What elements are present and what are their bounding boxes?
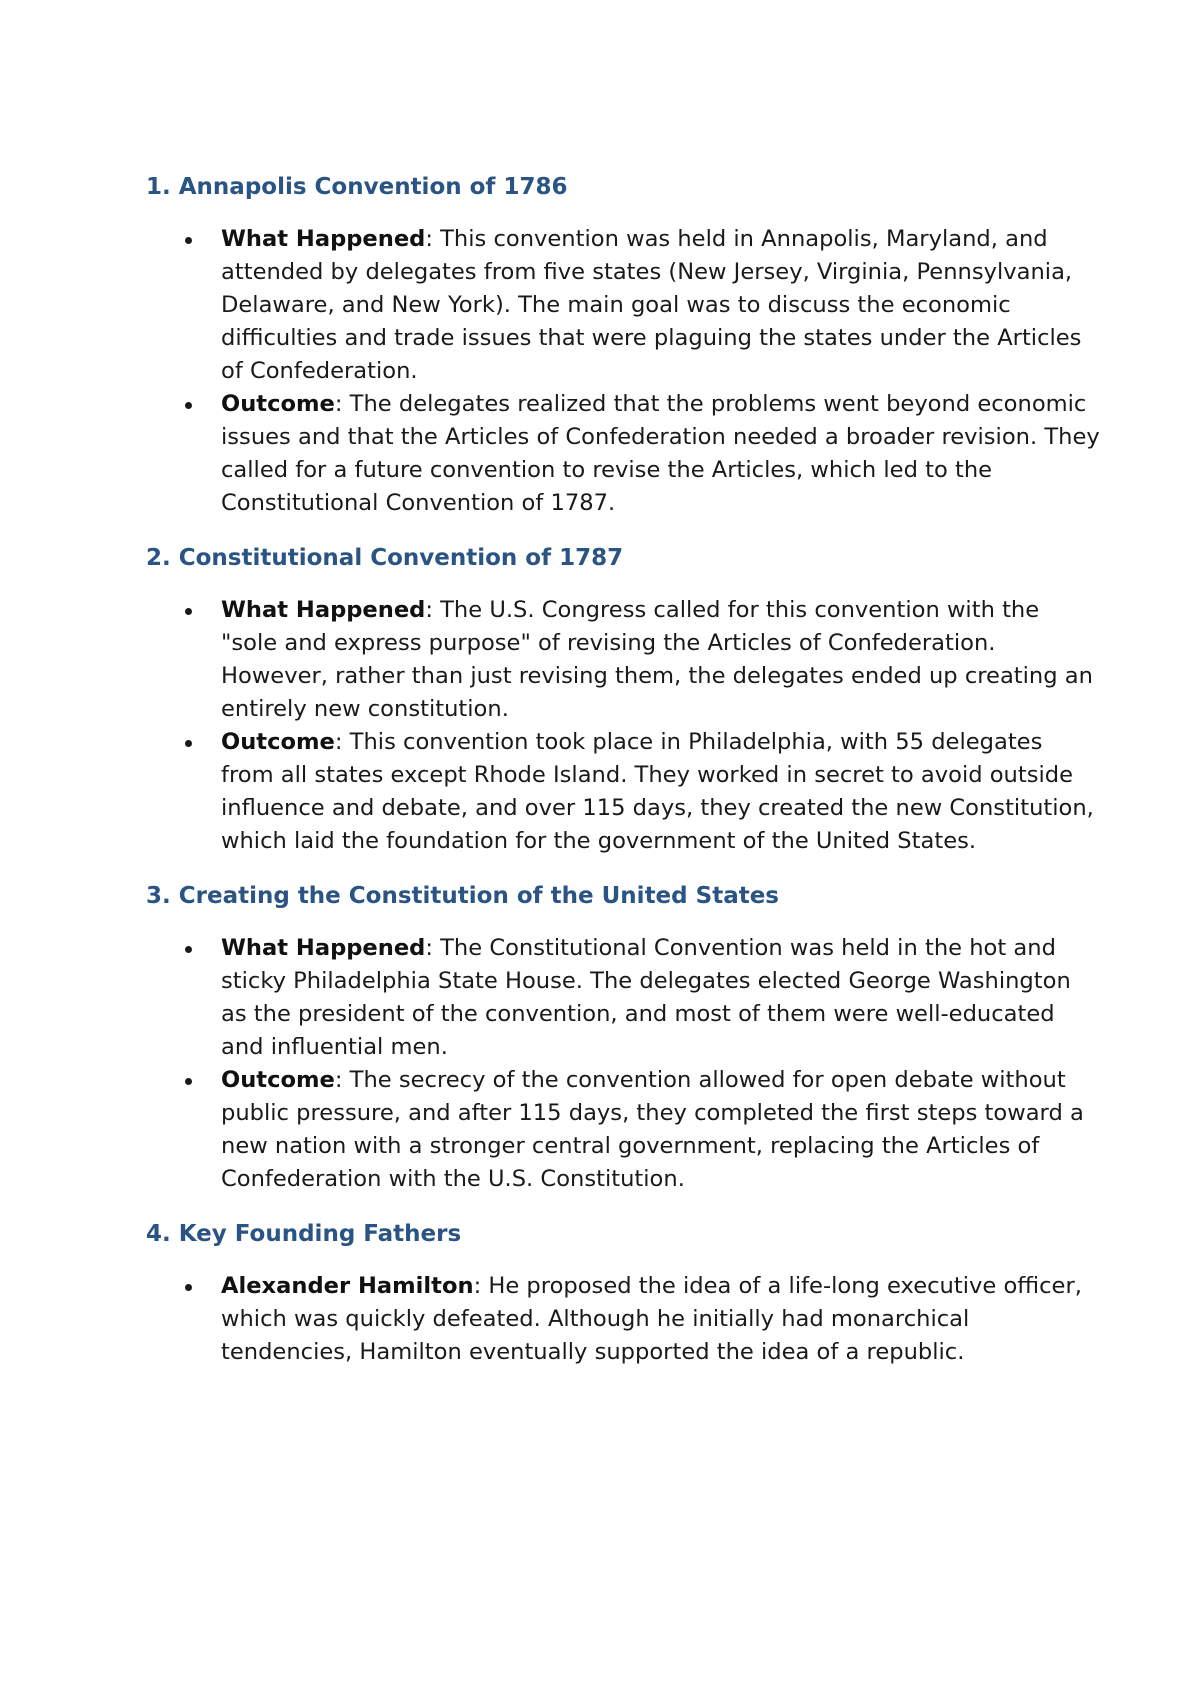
list-item (146, 1270, 1100, 1369)
list-item (146, 388, 1100, 520)
bullet-text: : This convention was held in Annapolis, Maryland, and attended by delegates from five states (New Jersey, Virginia, Pennsylvania, Delaware, and New York). The main goal was to discuss the economic difficulties and trade issues that were plaguing the states under the Articles of Confederation. (221, 226, 1082, 384)
bullet-icon (185, 1284, 192, 1291)
list-item (146, 594, 1100, 726)
list-item (146, 223, 1100, 388)
bullet-text: : The secrecy of the convention allowed for open debate without public pressure, and after 115 days, they completed the first steps toward a new nation with a stronger central government, replacing the Articles of Confederation with the U.S. Constitution. (221, 1067, 1084, 1192)
section-creating-constitution (146, 880, 1100, 1196)
list-item (146, 932, 1100, 1064)
bullet-text: : He proposed the idea of a life-long executive officer, which was quickly defeated. Although he initially had monarchical tendencies, Hamilton eventually supported the idea of a republic. (221, 1273, 1082, 1365)
bullet-term: What Happened (221, 935, 426, 961)
bullet-text: : The Constitutional Convention was held in the hot and sticky Philadelphia State House. The delegates elected George Washington as the president of the convention, and most of them were well-educated and influential men. (221, 935, 1071, 1060)
section-founding-fathers (146, 1218, 1100, 1369)
bullet-list (146, 594, 1100, 858)
list-item (146, 1064, 1100, 1196)
bullet-icon (185, 237, 192, 244)
bullet-term: Outcome (221, 1067, 335, 1093)
list-item (146, 726, 1100, 858)
section-heading: 4. Key Founding Fathers (146, 1221, 462, 1247)
bullet-text: : The delegates realized that the problems went beyond economic issues and that the Articles of Confederation needed a broader revision. They called for a future convention to revise the Articles, which led to the Constitutional Convention of 1787. (221, 391, 1100, 516)
bullet-list (146, 932, 1100, 1196)
bullet-term: What Happened (221, 226, 426, 252)
bullet-text: : The U.S. Congress called for this convention with the "sole and express purpose" of revising the Articles of Confederation. However, rather than just revising them, the delegates ended up creating an entirely new constitution. (221, 597, 1093, 722)
bullet-icon (185, 946, 192, 953)
bullet-term: Outcome (221, 391, 335, 417)
bullet-icon (185, 608, 192, 615)
bullet-term: Outcome (221, 729, 335, 755)
bullet-icon (185, 740, 192, 747)
bullet-icon (185, 1078, 192, 1085)
bullet-icon (185, 402, 192, 409)
bullet-text: : This convention took place in Philadelphia, with 55 delegates from all states except Rhode Island. They worked in secret to avoid outside influence and debate, and over 115 days, they created the new Constitution, which laid the foundation for the government of the United States. (221, 729, 1094, 854)
bullet-list (146, 1270, 1100, 1369)
section-heading: 3. Creating the Constitution of the United States (146, 883, 779, 909)
section-heading: 2. Constitutional Convention of 1787 (146, 545, 624, 571)
bullet-term: What Happened (221, 597, 426, 623)
section-constitutional-convention (146, 542, 1100, 858)
bullet-term: Alexander Hamilton (221, 1273, 474, 1299)
section-heading: 1. Annapolis Convention of 1786 (146, 174, 568, 200)
section-annapolis-convention (146, 171, 1100, 520)
bullet-list (146, 223, 1100, 520)
